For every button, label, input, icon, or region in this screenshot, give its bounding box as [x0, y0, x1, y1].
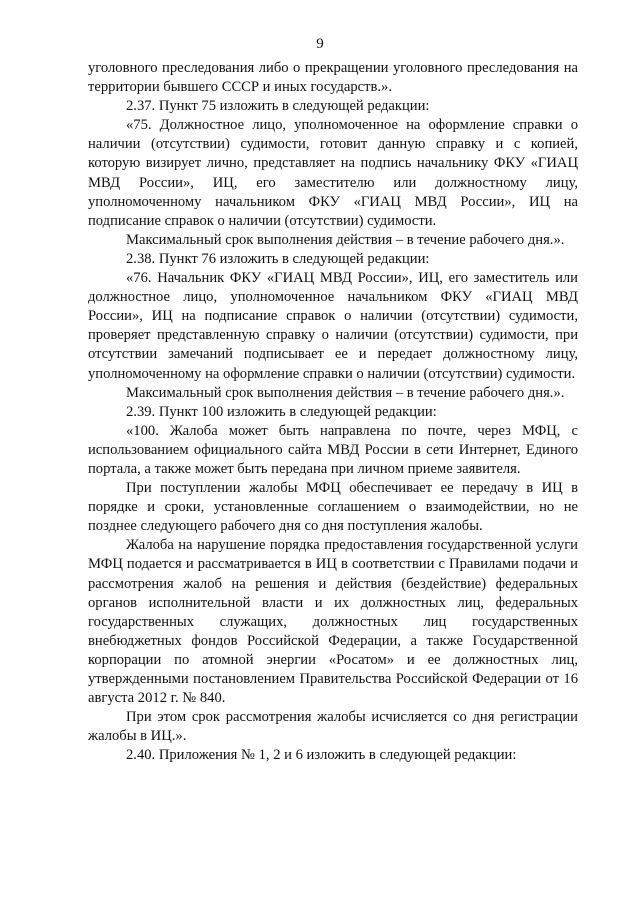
- paragraph-item-2-40: 2.40. Приложения № 1, 2 и 6 изложить в следующей редакции:: [126, 747, 517, 764]
- paragraph-deadline-76: Максимальный срок выполнения действия – в течение рабочего дня.».: [126, 384, 565, 401]
- paragraph-review-term: При этом срок рассмотрения жалобы исчисляется со дня регистрации жалобы в ИЦ.».: [88, 709, 578, 745]
- page-number: 9: [316, 36, 324, 52]
- paragraph-mfc-transfer: При поступлении жалобы МФЦ обеспечивает ее передачу в ИЦ в порядке и сроки, установленные соглашением о взаимодействии, но не позднее следующего рабочего дня со дня поступления жалобы.: [88, 480, 578, 535]
- paragraph-item-2-39: 2.39. Пункт 100 изложить в следующей редакции:: [126, 403, 437, 420]
- paragraph-clause-100: «100. Жалоба может быть направлена по почте, через МФЦ, с использованием официального сайта МВД России в сети Интернет, Единого портала, а также может быть передана при личном приеме заявителя.: [88, 422, 578, 477]
- paragraph-deadline-75: Максимальный срок выполнения действия – в течение рабочего дня.».: [126, 231, 565, 248]
- paragraph-clause-76: «76. Начальник ФКУ «ГИАЦ МВД России», ИЦ, его заместитель или должностное лицо, уполномоченное начальником ФКУ «ГИАЦ МВД России», ИЦ на подписание справок о наличии (отсутствии) судимости, проверяет представленную справку о наличии (отсутствии) судимости, при отсутствии замечаний подписывает ее и передает должностному лицу, уполномоченному на оформление справки о наличии (отсутствии) судимости.: [88, 270, 578, 382]
- paragraph-item-2-38: 2.38. Пункт 76 изложить в следующей редакции:: [126, 250, 430, 267]
- paragraph-clause-75: «75. Должностное лицо, уполномоченное на оформление справки о наличии (отсутствии) судимости, готовит данную справку и с копией, которую визирует лично, представляет на подпись начальнику ФКУ «ГИАЦ МВД России», ИЦ, его заместителю или должностному лицу, уполномоченному начальником ФКУ «ГИАЦ МВД России», ИЦ на подписание справок о наличии (отсутствии) судимости.: [88, 117, 578, 229]
- paragraph-complaint-rules: Жалоба на нарушение порядка предоставления государственной услуги МФЦ подается и рассматривается в ИЦ в соответствии с Правилами подачи и рассмотрения жалоб на решения и действия (бездействие) федеральных органов исполнительной власти и их должностных лиц, федеральных государственных служащих, должностных лиц государственных внебюджетных фондов Российской Федерации, а также Государственной корпорации по атомной энергии «Росатом» и ее должностных лиц, утвержденными постановлением Правительства Российской Федерации от 16 августа 2012 г. № 840.: [88, 537, 578, 707]
- paragraph-item-2-37: 2.37. Пункт 75 изложить в следующей редакции:: [126, 98, 430, 115]
- paragraph-continuation: уголовного преследования либо о прекращении уголовного преследования на территории бывшего СССР и иных государств.».: [88, 60, 578, 96]
- document-body: [88, 59, 578, 765]
